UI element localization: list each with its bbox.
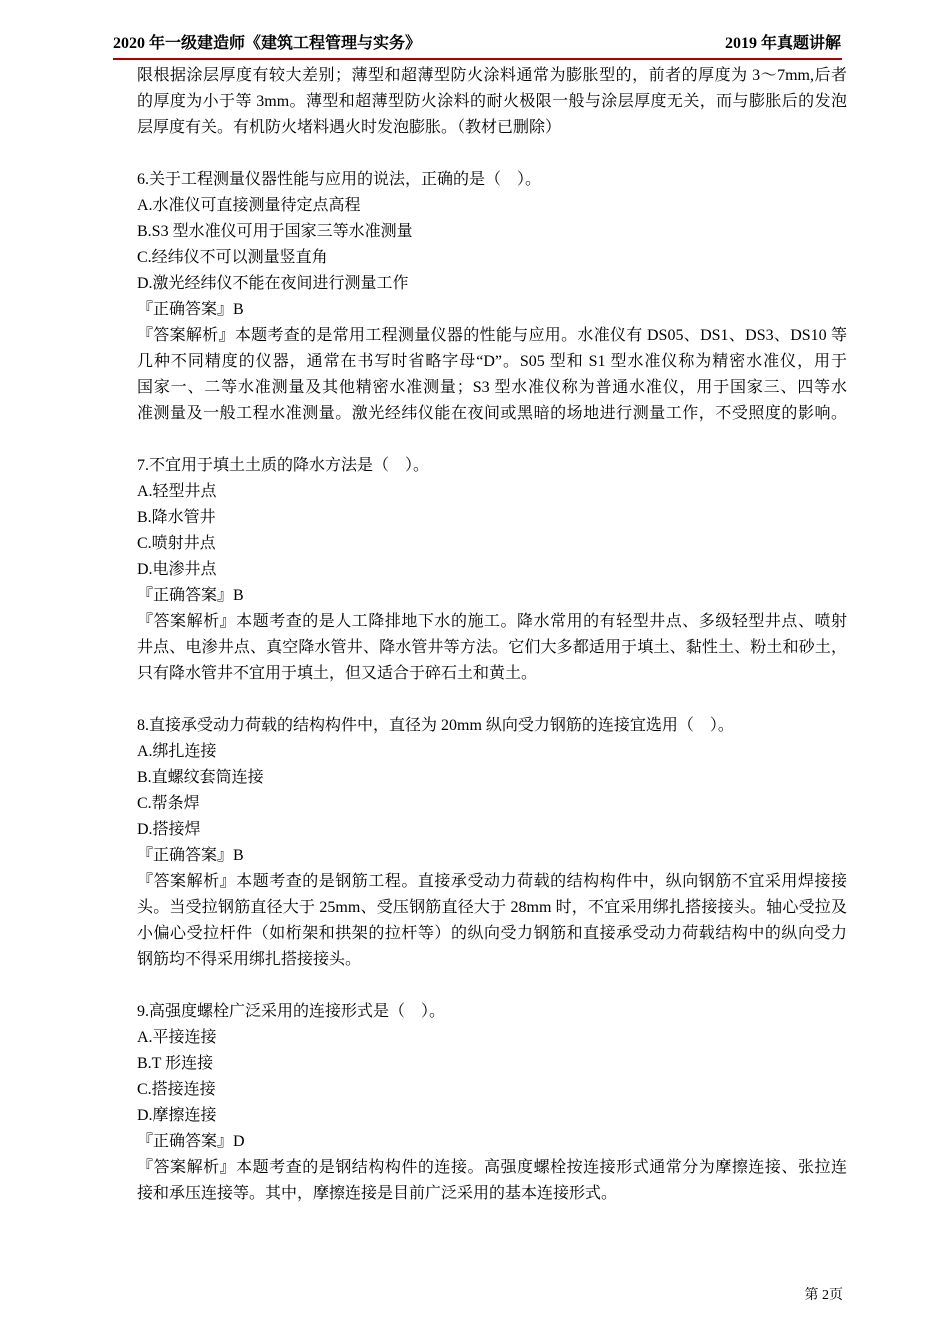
analysis-line: 『答案解析』本题考查的是人工降排地下水的施工。降水常用的有轻型井点、多级轻型井点、喷射 bbox=[137, 613, 847, 630]
analysis-line: 小偏心受拉杆件（如桁架和拱架的拉杆等）的纵向受力钢筋和直接承受动力荷载结构中的纵向受力 bbox=[137, 925, 847, 942]
analysis-line: 准测量及一般工程水准测量。激光经纬仪能在夜间或黑暗的场地进行测量工作，不受照度的影响。 bbox=[137, 405, 847, 422]
option-d: D.摩擦连接 bbox=[137, 1107, 217, 1124]
question-stem: 6.关于工程测量仪器性能与应用的说法，正确的是（ ）。 bbox=[137, 171, 542, 188]
question-9 bbox=[137, 999, 847, 1207]
option-b: B.降水管井 bbox=[137, 509, 216, 526]
option-b: B.直螺纹套筒连接 bbox=[137, 769, 264, 786]
analysis-line: 几种不同精度的仪器，通常在书写时省略字母“D”。S05 型和 S1 型水准仪称为精密水准仪，用于 bbox=[137, 353, 847, 370]
header-title: 2020 年一级建造师《建筑工程管理与实务》 bbox=[113, 35, 422, 52]
option-d: D.激光经纬仪不能在夜间进行测量工作 bbox=[137, 275, 409, 292]
answer-analysis bbox=[137, 1155, 847, 1207]
question-stem: 8.直接承受动力荷载的结构构件中，直径为 20mm 纵向受力钢筋的连接宜选用（ ）。 bbox=[137, 717, 734, 734]
correct-answer bbox=[137, 1129, 847, 1155]
analysis-line: 『答案解析』本题考查的是钢筋工程。直接承受动力荷载的结构构件中，纵向钢筋不宜采用焊接接 bbox=[137, 873, 847, 890]
question-8 bbox=[137, 713, 847, 973]
option-c: C.帮条焊 bbox=[137, 795, 200, 812]
option-c: C.经纬仪不可以测量竖直角 bbox=[137, 249, 328, 266]
answer-analysis bbox=[137, 323, 847, 427]
intro-paragraph bbox=[137, 63, 847, 141]
text-line: 的厚度为小于等 3mm。薄型和超薄型防火涂料的耐火极限一般与涂层厚度无关，而与膨胀后的发泡 bbox=[137, 93, 847, 110]
blank-line bbox=[137, 427, 847, 453]
question-stem: 7.不宜用于填土土质的降水方法是（ ）。 bbox=[137, 457, 430, 474]
answer-label: 『正确答案』 bbox=[137, 1133, 234, 1150]
blank-line bbox=[137, 687, 847, 713]
answer-letter: B bbox=[233, 587, 244, 604]
answer-letter: B bbox=[233, 301, 244, 318]
correct-answer bbox=[137, 297, 847, 323]
question-6 bbox=[137, 167, 847, 427]
answer-label: 『正确答案』 bbox=[137, 587, 234, 604]
answer-letter: B bbox=[233, 847, 244, 864]
option-c: C.喷射井点 bbox=[137, 535, 216, 552]
option-b: B.T 形连接 bbox=[137, 1055, 214, 1072]
blank-line bbox=[137, 141, 847, 167]
answer-label: 『正确答案』 bbox=[137, 847, 234, 864]
option-a: A.轻型井点 bbox=[137, 483, 217, 500]
option-c: C.搭接连接 bbox=[137, 1081, 216, 1098]
answer-analysis bbox=[137, 609, 847, 687]
page-header bbox=[113, 33, 841, 55]
option-b: B.S3 型水准仪可用于国家三等水准测量 bbox=[137, 223, 413, 240]
analysis-line: 头。当受拉钢筋直径大于 25mm、受压钢筋直径大于 28mm 时，不宜采用绑扎搭接接头。轴心受拉及 bbox=[137, 899, 847, 916]
analysis-line: 井点、电渗井点、真空降水管井、降水管井等方法。它们大多都适用于填土、黏性土、粉土和砂土， bbox=[137, 639, 847, 656]
text-line: 限根据涂层厚度有较大差别；薄型和超薄型防火涂料通常为膨胀型的，前者的厚度为 3～7mm,后者 bbox=[137, 67, 847, 84]
analysis-line: 『答案解析』本题考查的是常用工程测量仪器的性能与应用。水准仪有 DS05、DS1、DS3、DS10 等 bbox=[137, 327, 847, 344]
text-line: 层厚度有关。有机防火堵料遇火时发泡膨胀。（教材已删除） bbox=[137, 119, 562, 136]
blank-line bbox=[137, 973, 847, 999]
option-d: D.电渗井点 bbox=[137, 561, 217, 578]
option-a: A.水准仪可直接测量待定点高程 bbox=[137, 197, 361, 214]
question-stem: 9.高强度螺栓广泛采用的连接形式是（ ）。 bbox=[137, 1003, 446, 1020]
analysis-line: 钢筋均不得采用绑扎搭接接头。 bbox=[137, 951, 362, 968]
analysis-line: 国家一、二等水准测量及其他精密水准测量；S3 型水准仪称为普通水准仪，用于国家三、四等水 bbox=[137, 379, 847, 396]
analysis-line: 只有降水管井不宜用于填土，但又适合于碎石土和黄土。 bbox=[137, 665, 538, 682]
page-number: 第 2页 bbox=[804, 1288, 843, 1303]
question-7 bbox=[137, 453, 847, 687]
correct-answer bbox=[137, 583, 847, 609]
analysis-line: 接和承压连接等。其中，摩擦连接是目前广泛采用的基本连接形式。 bbox=[137, 1185, 618, 1202]
correct-answer bbox=[137, 843, 847, 869]
header-subtitle: 2019 年真题讲解 bbox=[724, 35, 841, 52]
header-rule bbox=[113, 58, 842, 60]
page-content bbox=[137, 63, 847, 1207]
answer-analysis bbox=[137, 869, 847, 973]
answer-letter: D bbox=[233, 1133, 245, 1150]
option-a: A.平接连接 bbox=[137, 1029, 217, 1046]
analysis-line: 『答案解析』本题考查的是钢结构构件的连接。高强度螺栓按连接形式通常分为摩擦连接、张拉连 bbox=[137, 1159, 847, 1176]
option-a: A.绑扎连接 bbox=[137, 743, 217, 760]
option-d: D.搭接焊 bbox=[137, 821, 201, 838]
answer-label: 『正确答案』 bbox=[137, 301, 234, 318]
